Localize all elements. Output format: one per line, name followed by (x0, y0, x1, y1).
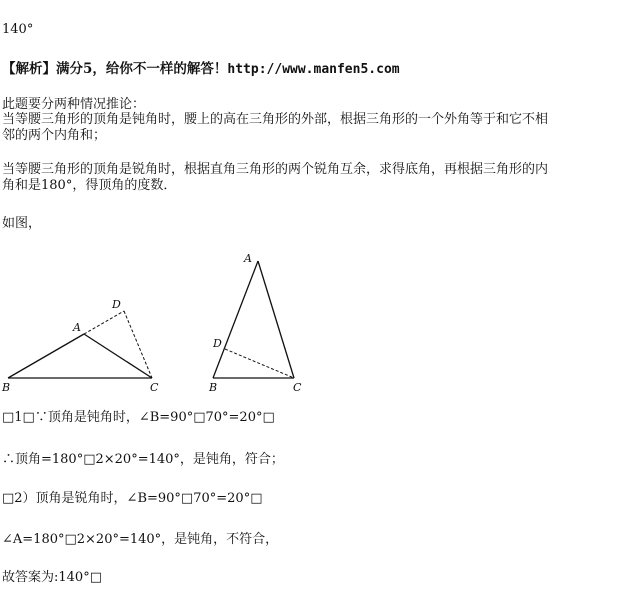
altitude-cd (124, 311, 152, 378)
segment-ab (8, 334, 84, 378)
altitude-cd (225, 349, 294, 378)
acute-triangle-figure (208, 252, 302, 394)
label-d: D (213, 337, 222, 350)
label-c: C (293, 381, 302, 394)
analysis-heading (2, 61, 400, 78)
label-b: B (209, 381, 218, 394)
label-c: C (150, 381, 159, 394)
answer-value: 140° (2, 22, 34, 37)
segment-ac (84, 334, 152, 378)
label-a: A (244, 252, 252, 265)
case1-text-line1: 当等腰三角形的顶角是钝角时，腰上的高在三角形的外部，根据三角形的一个外角等于和它不相 (2, 112, 549, 127)
analysis-intro: 此题要分两种情况推论： (2, 97, 146, 112)
segment-ab (213, 261, 258, 378)
final-answer: 故答案为:140°□ (2, 570, 102, 585)
solution-step1: □1□∵顶角是钝角时，∠B=90°□70°=20°□ (2, 410, 275, 425)
case2-text-line2: 角和是180°，得顶角的度数． (2, 178, 177, 193)
segment-ac (258, 261, 294, 378)
source-url: http://www.manfen5.com (227, 62, 400, 77)
extension-ad (84, 311, 124, 334)
obtuse-triangle-figure (1, 298, 159, 394)
case2-text-line1: 当等腰三角形的顶角是锐角时，根据直角三角形的两个锐角互余，求得底角，再根据三角形的内 (2, 162, 549, 177)
case1-text-line2: 邻的两个内角和； (2, 128, 107, 143)
triangle-figures (0, 248, 330, 398)
label-b: B (2, 381, 11, 394)
solution-step3: □2）顶角是锐角时，∠B=90°□70°=20°□ (2, 491, 263, 506)
solution-step4: ∠A=180°□2×20°=140°，是钝角，不符合， (2, 532, 279, 547)
heading-prefix: 【解析】满分5，给你不一样的解答！ (2, 61, 228, 77)
figure-intro: 如图， (2, 216, 42, 231)
label-d: D (112, 298, 121, 311)
solution-step2: ∴顶角=180°□2×20°=140°，是钝角，符合； (2, 452, 284, 467)
label-a: A (73, 321, 81, 334)
